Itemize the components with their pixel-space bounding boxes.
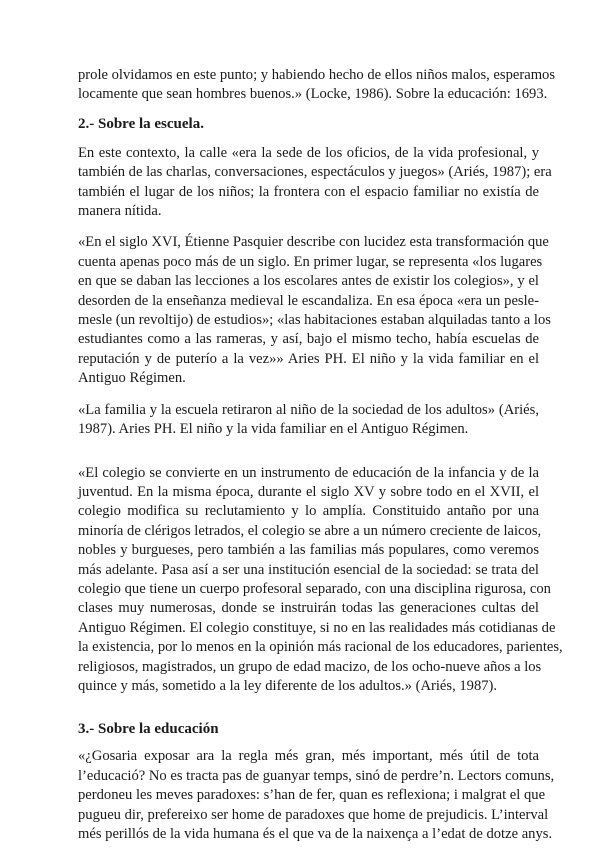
text-line: mesle (un revoltijo) de estudios»; «las habitaciones estaban alquiladas tanto a los [78, 312, 551, 329]
text-line: también de las charlas, conversaciones, espectáculos y juegos» (Ariés, 1987); era [78, 164, 552, 181]
text-line: desorden de la enseñanza medieval le escandaliza. En esa época «era un pesle- [78, 292, 539, 309]
text-line: «En el siglo XVI, Étienne Pasquier describe con lucidez esta transformación que [78, 234, 549, 251]
text-line: Antiguo Régimen. [78, 370, 186, 387]
text-line: perdoneu les meves paradoxes: s’han de fer, quan es reflexiona; i malgrat el que [78, 787, 546, 804]
text-line: juventud. En la misma época, durante el siglo XV y sobre todo en el XVII, el [78, 483, 539, 500]
paragraph-familia-quote [78, 401, 539, 440]
text-line: pugueu dir, prefereixo ser home de paradoxes que home de prejudicis. L’interval [78, 806, 549, 823]
paragraph-rousseau-quote [78, 747, 555, 844]
text-line: colegio que tiene un cuerpo profesoral separado, con una disciplina rigurosa, con [78, 580, 551, 597]
intro-paragraph [78, 66, 556, 105]
text-line: colegio modifica su reclutamiento y lo amplía. Constituido antaño por una [78, 503, 539, 520]
text-line: también el lugar de los niños; la frontera con el espacio familiar no existía de [78, 183, 539, 200]
text-line: «El colegio se convierte en un instrumento de educación de la infancia y de la [78, 464, 539, 481]
text-line: prole olvidamos en este punto; y habiendo hecho de ellos niños malos, esperamos [78, 67, 556, 83]
section-heading-escuela: 2.- Sobre la escuela. [78, 115, 204, 132]
paragraph-pasquier-quote [78, 233, 551, 388]
text-line: «La familia y la escuela retiraron al niño de la sociedad de los adultos» (Ariés, [78, 401, 539, 418]
text-line: Antiguo Régimen. El colegio constituye, si no en las realidades más cotidianas de [78, 619, 556, 636]
text-line: l’educació? No es tracta pas de guanyar temps, sinó de perdre’n. Lectors comuns, [78, 767, 555, 784]
text-line: nobles y burgueses, pero también a las familias más populares, como veremos [78, 542, 539, 559]
text-line: En este contexto, la calle «era la sede de los oficios, de la vida profesional, y [78, 144, 539, 161]
text-line: locamente que sean hombres buenos.» (Locke, 1986). Sobre la educación: 1693. [78, 86, 548, 103]
text-line: en que se daban las lecciones a los escolares antes de existir los colegios», y el [78, 273, 539, 290]
text-line: «¿Gosaria exposar ara la regla més gran, més important, més útil de tota [78, 748, 539, 765]
paragraph-colegio-quote [78, 464, 563, 697]
document-page [78, 66, 563, 844]
text-line: més perillós de la vida humana és el que va de la naixença a l’edat de dotze anys. [78, 826, 553, 842]
text-line: clases muy numerosas, donde se instruirán todas las generaciones cultas del [78, 600, 539, 617]
text-line: la existencia, por lo menos en la opinión más racional de los educadores, parientes, [78, 639, 563, 656]
text-line: más adelante. Pasa así a ser una institución esencial de la sociedad: se trata del [78, 561, 539, 578]
text-line: estudiantes como a las rameras, y así, bajo el mismo techo, había escuelas de [78, 331, 539, 348]
text-line: 1987). Aries PH. El niño y la vida familiar en el Antiguo Régimen. [78, 421, 469, 438]
text-line: religiosos, magistrados, un grupo de edad macizo, de los ocho-nueve años a los [78, 658, 542, 675]
paragraph-calle [78, 144, 552, 222]
text-line: minoría de clérigos letrados, el colegio se abre a un número creciente de laicos, [78, 522, 542, 539]
text-line: cuenta apenas poco más de un siglo. En primer lugar, se representa «los lugares [78, 253, 543, 270]
text-line: quince y más, sometido a la ley diferente de los adultos.» (Ariés, 1987). [78, 677, 498, 694]
section-heading-educacion: 3.- Sobre la educación [78, 721, 219, 738]
text-line: manera nítida. [78, 203, 162, 220]
text-line: reputación y de puterío a la vez»» Aries PH. El niño y la vida familiar en el [78, 350, 539, 367]
